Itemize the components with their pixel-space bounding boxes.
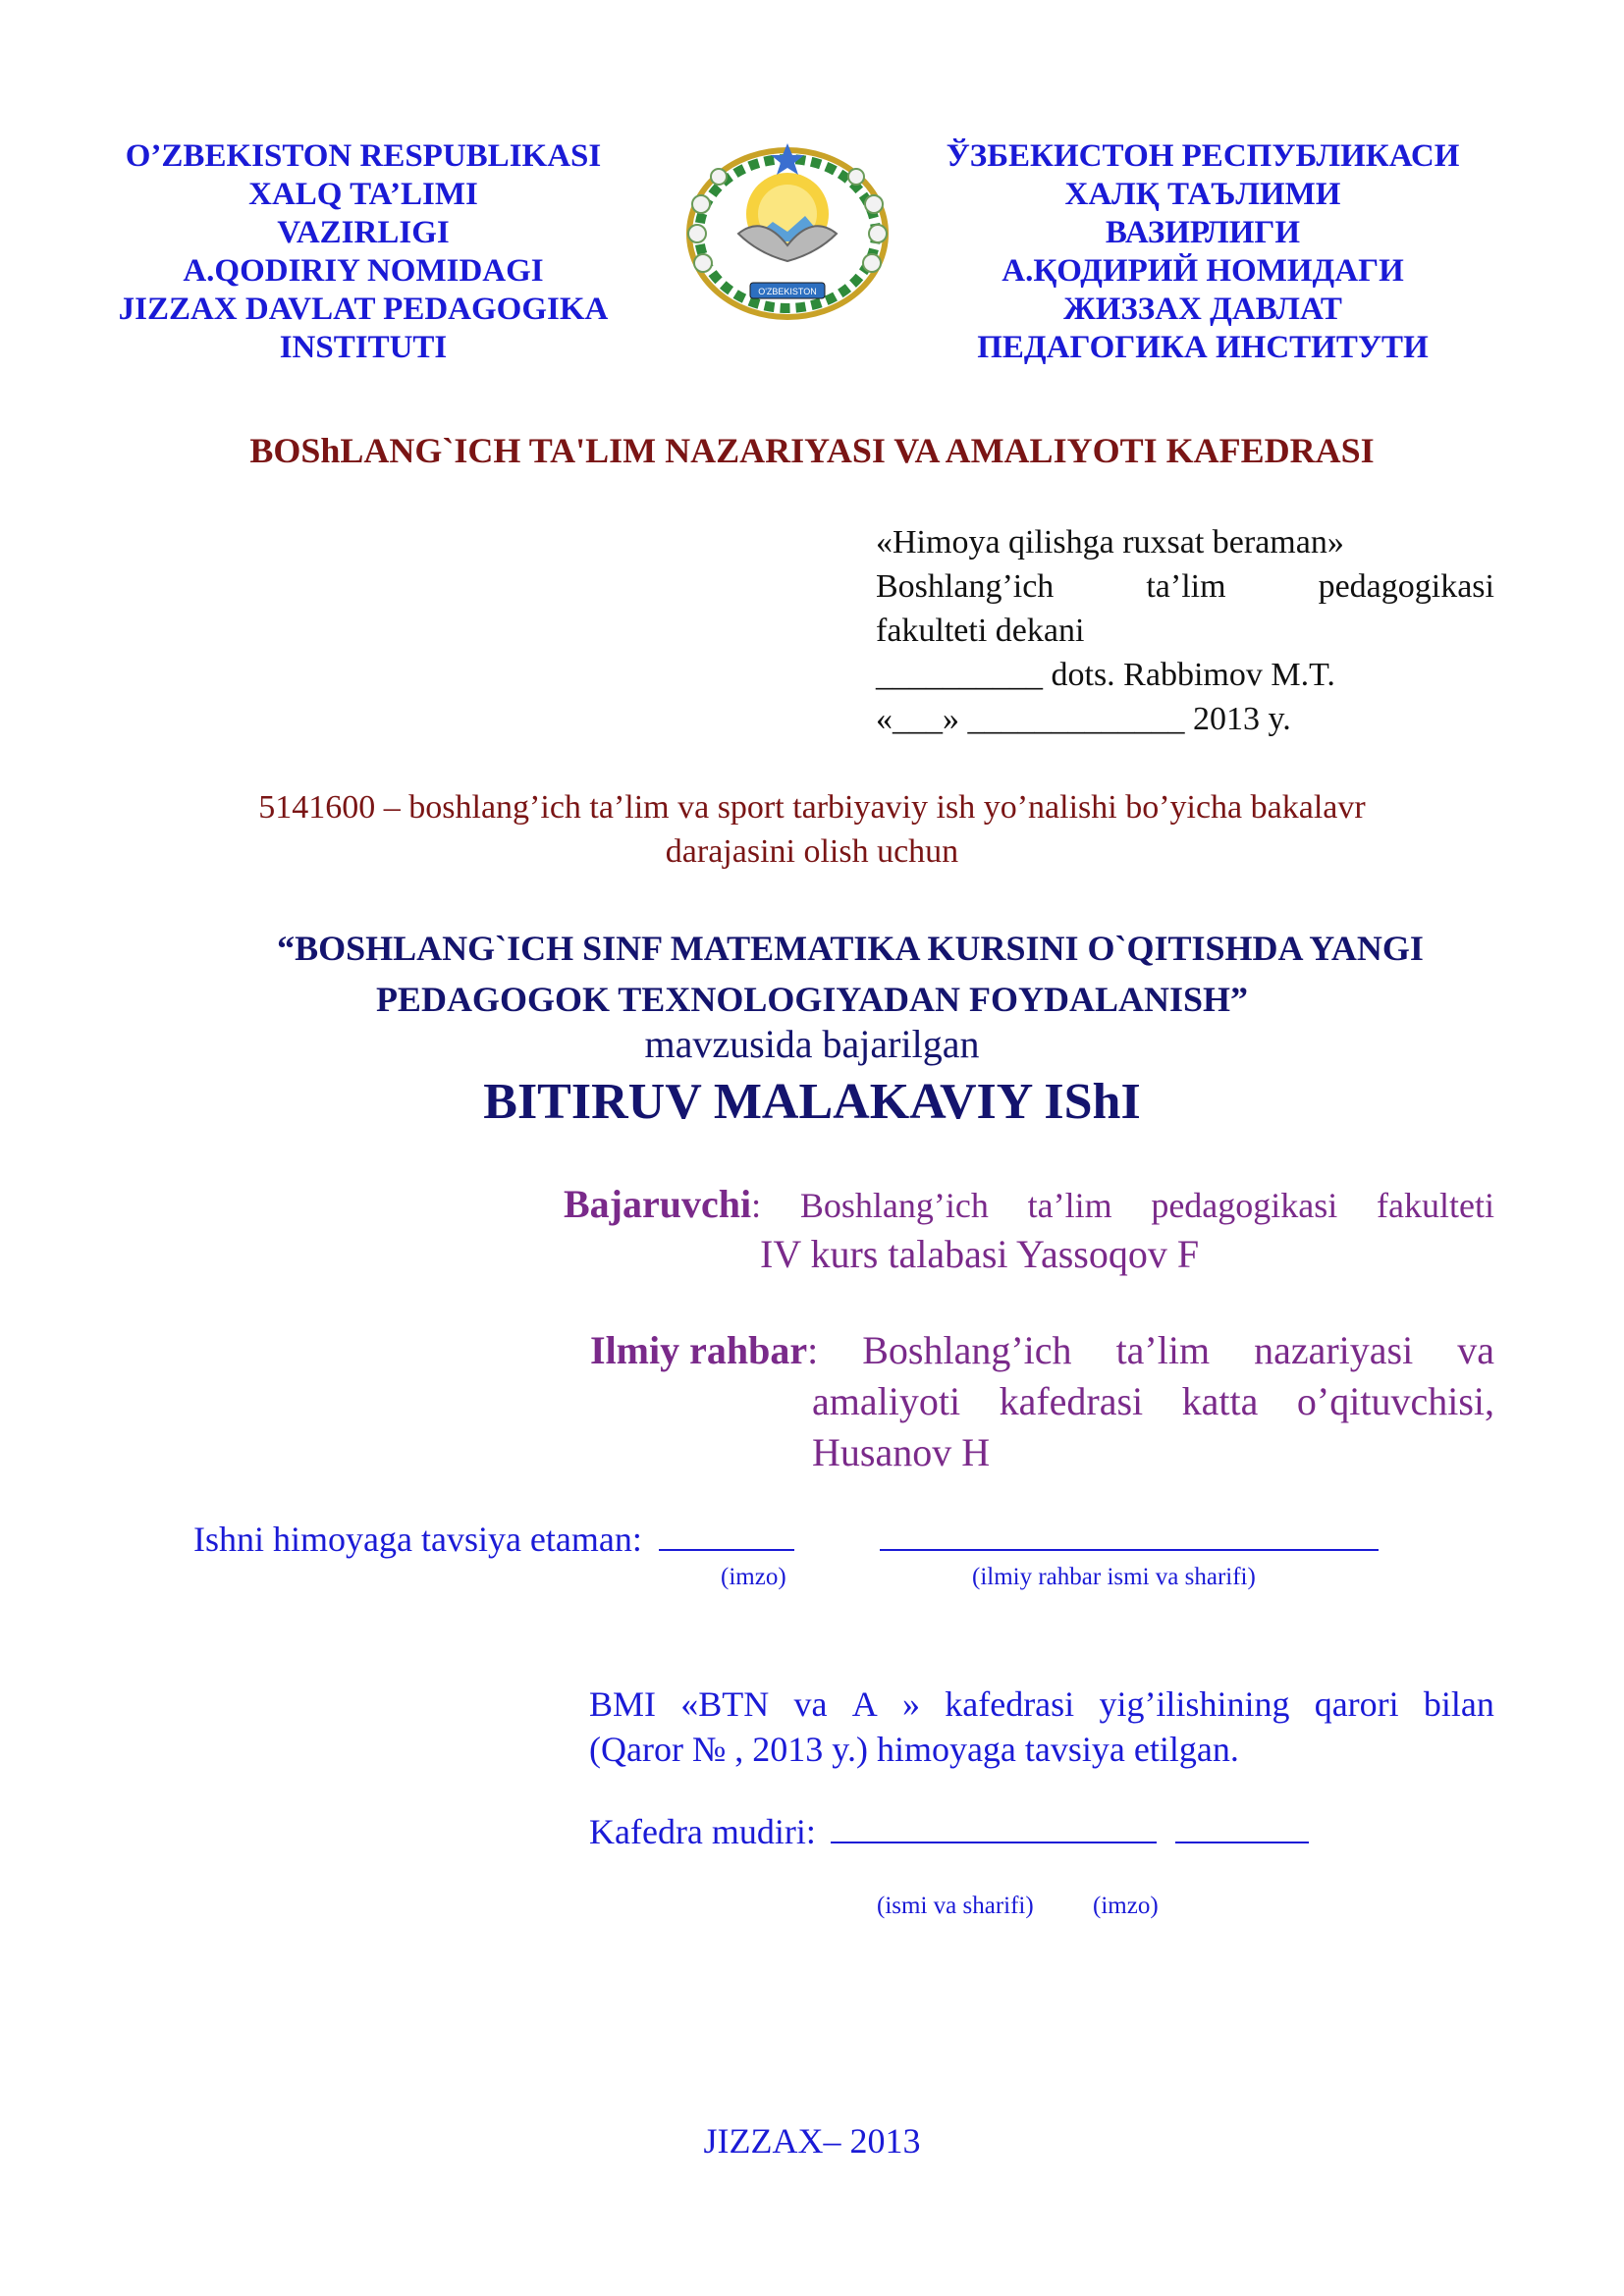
header-cyrillic-line: А.ҚОДИРИЙ НОМИДАГИ xyxy=(1001,253,1404,289)
performer-name: IV kurs talabasi Yassoqov F xyxy=(760,1232,1200,1276)
work-type-title: BITIRUV MALAKAVIY IShI xyxy=(483,1074,1141,1130)
thesis-topic xyxy=(0,923,1624,1025)
approval-line: «Himoya qilishga ruxsat beraman» xyxy=(876,524,1344,561)
word: yig’ilishining xyxy=(1099,1684,1290,1724)
header-cyrillic-line: ВАЗИРЛИГИ xyxy=(1105,215,1301,250)
word: pedagogikasi xyxy=(1318,568,1494,605)
word: va xyxy=(793,1684,828,1724)
word: kafedrasi xyxy=(945,1684,1075,1724)
word: katta xyxy=(1181,1379,1259,1423)
header-latin-line: INSTITUTI xyxy=(279,330,448,365)
approval-line xyxy=(876,564,1494,609)
approval-block xyxy=(876,520,1494,741)
degree-line: darajasini olish uchun xyxy=(665,833,959,870)
word: «BTN xyxy=(680,1684,770,1724)
word: bilan xyxy=(1423,1684,1494,1724)
city-year: JIZZAX– 2013 xyxy=(703,2121,921,2161)
performer-block: Bajaruvchi: Boshlang’ich ta’lim pedagogikasi fakulteti IV kurs talabasi Yassoqov F xyxy=(564,1180,1494,1279)
word: fakulteti xyxy=(1377,1186,1494,1225)
supervisor-block: Ilmiy rahbar: Boshlang’ich ta’lim nazariyasi va amaliyoti kafedrasi katta o’qituvchisi, Husanov H xyxy=(590,1325,1494,1478)
supervisor-name: Husanov H xyxy=(812,1430,991,1474)
state-emblem-icon xyxy=(679,135,895,322)
word: pedagogikasi xyxy=(1151,1186,1338,1225)
caption-signature: (imzo) xyxy=(721,1564,786,1590)
word: amaliyoti xyxy=(812,1379,961,1423)
word: Boshlang’ich xyxy=(799,1186,989,1225)
word: o’qituvchisi, xyxy=(1296,1379,1494,1423)
header-cyrillic-line: ПЕДАГОГИКА ИНСТИТУТИ xyxy=(977,330,1429,365)
header-latin-line: O’ZBEKISTON RESPUBLIKASI xyxy=(125,138,602,174)
degree-line: 5141600 – boshlang’ich ta’lim va sport tarbiyaviy ish yo’nalishi bo’yicha bakalavr xyxy=(258,789,1366,826)
word: Boshlang’ich xyxy=(876,568,1055,605)
word: » xyxy=(902,1684,920,1724)
head-name-field[interactable] xyxy=(831,1812,1157,1843)
header-latin-line: A.QODIRIY NOMIDAGI xyxy=(183,253,544,289)
supervisor-label: Ilmiy rahbar xyxy=(590,1328,808,1372)
head-of-dept-label: Kafedra mudiri: xyxy=(589,1812,816,1851)
performer-label: Bajaruvchi xyxy=(564,1182,752,1226)
recommend-line xyxy=(193,1519,1379,1560)
signature-field[interactable] xyxy=(659,1520,794,1551)
word: ta’lim xyxy=(1146,568,1226,605)
degree-text xyxy=(0,785,1624,874)
word: qarori xyxy=(1314,1684,1399,1724)
caption-head-signature: (imzo) xyxy=(1093,1893,1159,1919)
department-title: BOShLANG`ICH TA'LIM NAZARIYASI VA AMALIYOTI KAFEDRASI xyxy=(249,431,1375,470)
approval-line: fakulteti dekani xyxy=(876,613,1085,649)
supervisor-name-field[interactable] xyxy=(880,1520,1379,1551)
header-latin-line: VAZIRLIGI xyxy=(277,215,450,250)
topic-line: “BOSHLANG`ICH SINF MATEMATIKA KURSINI O`QITISHDA YANGI xyxy=(277,929,1424,968)
topic-line: PEDAGOGOK TEXNOLOGIYADAN FOYDALANISH” xyxy=(375,980,1249,1019)
header-cyrillic xyxy=(913,137,1492,367)
header-cyrillic-line: ХАЛҚ ТАЪЛИМИ xyxy=(1064,177,1341,212)
header-cyrillic-line: ЎЗБЕКИСТОН РЕСПУБЛИКАСИ xyxy=(946,138,1460,174)
word: A xyxy=(851,1684,878,1724)
caption-supervisor-name: (ilmiy rahbar ismi va sharifi) xyxy=(972,1564,1256,1590)
recommend-label: Ishni himoyaga tavsiya etaman: xyxy=(193,1520,642,1559)
bmi-decision xyxy=(589,1682,1494,1772)
approval-date-line: «___» _____________ 2013 y. xyxy=(876,701,1291,737)
svg-text:O'ZBEKISTON: O'ZBEKISTON xyxy=(758,287,817,296)
header-latin-line: XALQ TA’LIMI xyxy=(248,177,478,212)
word: Boshlang’ich xyxy=(862,1328,1072,1372)
topic-suffix: mavzusida bajarilgan xyxy=(644,1022,980,1066)
head-of-dept-line xyxy=(589,1811,1309,1852)
word: ta’lim xyxy=(1027,1186,1112,1225)
header-latin xyxy=(79,137,648,367)
word: va xyxy=(1457,1328,1494,1372)
bmi-decision-line: (Qaror № , 2013 y.) himoyaga tavsiya etilgan. xyxy=(589,1730,1239,1769)
word: ta’lim xyxy=(1115,1328,1211,1372)
header-latin-line: JIZZAX DAVLAT PEDAGOGIKA xyxy=(118,292,609,327)
word: nazariyasi xyxy=(1254,1328,1414,1372)
word: BMI xyxy=(589,1684,657,1724)
approval-signature-line: __________ dots. Rabbimov M.T. xyxy=(876,657,1335,693)
word: kafedrasi xyxy=(999,1379,1144,1423)
header-cyrillic-line: ЖИЗЗАХ ДАВЛАТ xyxy=(1063,292,1342,327)
head-signature-field[interactable] xyxy=(1175,1812,1309,1843)
caption-head-name: (ismi va sharifi) xyxy=(877,1893,1034,1919)
